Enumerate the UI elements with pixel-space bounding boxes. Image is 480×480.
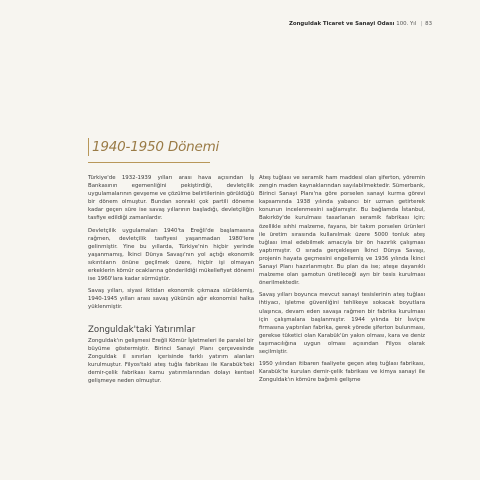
left-column bbox=[88, 174, 254, 389]
section-title: 1940-1950 Dönemi bbox=[92, 139, 220, 155]
header-anniversary: 100. Yıl bbox=[396, 21, 417, 27]
paragraph: Zonguldak'ın gelişmesi Ereğli Kömür İşletmeleri ile paralel bir büyüme göstermiştir. Birinci Sanayi Planı çerçevesinde Zonguldak il sınırları içerisinde farklı yatırım alanları kurulmuştur. Filyos'taki ateş tuğla fabrikası ile Karabük'teki demir-çelik fabrikası kamu yatırımlarından dolayı kentsel gelişmeye neden olmuştur. bbox=[88, 337, 254, 385]
header-divider: | bbox=[420, 21, 423, 27]
title-underline bbox=[88, 162, 210, 163]
page-number: 83 bbox=[425, 21, 432, 27]
paragraph: 1950 yılından itibaren faaliyete geçen ateş tuğlası fabrikası, Karabük'te kurulan demir-çelik fabrikası ve kimya sanayi ile Zonguldak'ın kömüre bağımlı gelişme bbox=[259, 361, 425, 384]
subsection-heading: Zonguldak'taki Yatırımlar bbox=[88, 324, 196, 335]
title-accent-bar bbox=[88, 138, 89, 156]
running-header bbox=[289, 21, 432, 27]
paragraph: Türkiye'de 1932-1939 yılları arası hava açısından İş Bankasının egemenliğini pekiştirdiği, devletçilik uygulamalarının gevşeme ve çözülme belirtilerinin görüldüğü bir dönem olmuştur. Bundan sonraki çok partili döneme kadar geçen süre ise savaş yıllarının başladığı, devletçiliğin tasfiye edildiği zamanlardır. bbox=[88, 175, 254, 222]
header-organization: Zonguldak Ticaret ve Sanayi Odası bbox=[288, 21, 395, 27]
section-title-block bbox=[88, 138, 219, 156]
paragraph: Savaş yılları, siyasi iktidarı ekonomik çıkmaza sürüklemiş, 1940-1945 yılları arası savaş yükünün ağır ekonomisi halka yüklenmiştir. bbox=[88, 288, 254, 311]
paragraph: Savaş yılları boyunca mevcut sanayi tesislerinin ateş tuğlası ihtiyacı, işletme güvenliğini tehlikeye sokacak boyutlara ulaşınca, devam eden savaşa rağmen bir fabrika kurulması için çalışmalara başlanmıştır. 1944 yılında bir İsviçre firmasına yaptırılan fabrika, gerek yörede şiferton bulunması, gerekse tüketici olan Karabük'ün yakın olması, kara ve deniz taşımacılığına uygun olması açısından Filyos olarak seçilmiştir. bbox=[259, 292, 425, 355]
paragraph: Ateş tuğlası ve seramik ham maddesi olan şiferton, yöremin zengin maden kaynaklarından sayılabilmektedir. Sümerbank, Birinci Sanayi Planı'na göre porselen sanayi kurma görevi kapsamında 1938 yılında yabancı bir uzman getirterek konunun incelenmesini sağlamıştır. Bu bağlamda İstanbul, Bakırköy'de kurulması tasarlanan seramik fabrikası için; özellikle sıhhi malzeme, fayans, bir takım porselen ürünleri ile üretim sırasında kullanılmak üzere 5000 tonluk ateş tuğlası imal edebilmek amacıyla bir ön hazırlık çalışması yaptırmıştır. O sırada gerçekleşen İkinci Dünya Savaşı, projenin hayata geçmesini engellemiş ve 1936 yılında İkinci Sanayi Planı hazırlanmıştır. Bu plan da ise; ateşe dayanıklı malzeme olan şamotun üretileceği ayrı bir tesis kurulması önerilmektedir. bbox=[259, 175, 425, 287]
paragraph: Devletçilik uygulamaları 1940'ta Ereğli'de başlamasına rağmen, devletçilik tasfiyesi yaşanmadan 1980'lere gelinmiştir. Yine bu yıllarda, Türkiye'nin hiçbir yerinde yaşanmamış, İkinci Dünya Savaşı'nın yol açtığı ekonomik sıkıntıların önüne geçilmek üzere, hiçbir işi olmayan erkeklerin kömür ocaklarına gönderildiği mükellefiyet dönemi ise 1960'lara kadar sürmüştür. bbox=[88, 227, 254, 283]
right-column bbox=[259, 174, 425, 388]
